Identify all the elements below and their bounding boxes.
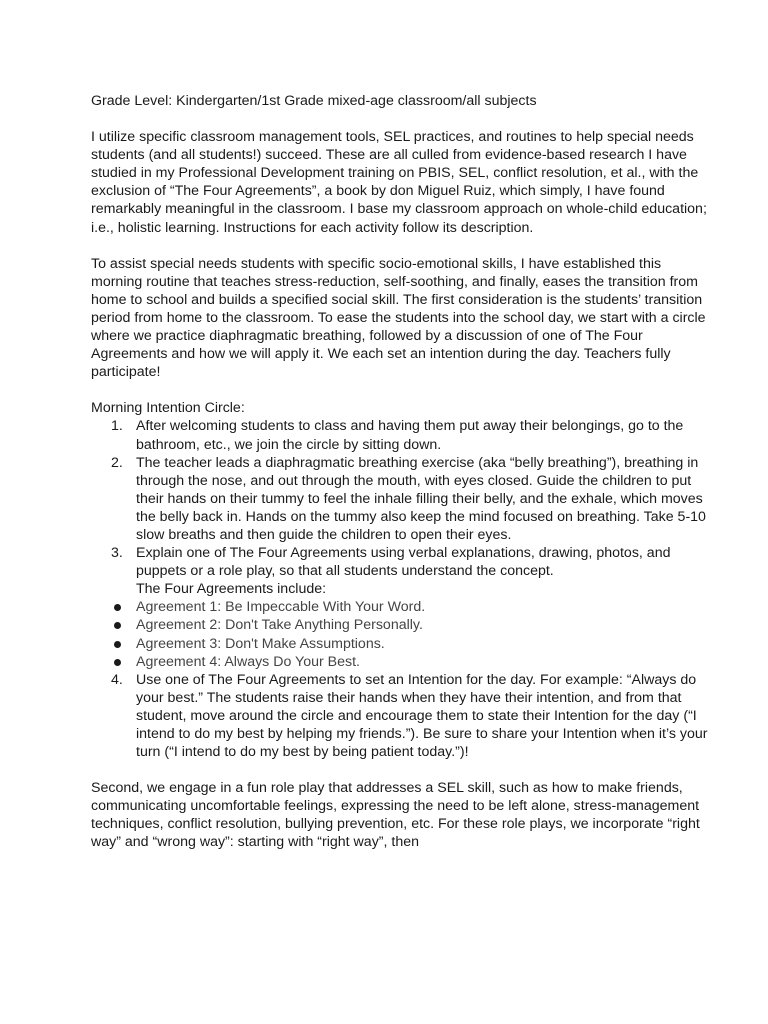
list-item [91, 598, 708, 616]
routine-paragraph: To assist special needs students with specific socio-emotional skills, I have established this morning routine that teaches stress-reduction, self-soothing, and finally, eases the transition from home to school and builds a specified social skill. The first consideration is the students’ transition period from home to the classroom. To ease the students into the school day, we start with a circle where we practice diaphragmatic breathing, followed by a discussion of one of The Four Agreements and how we will apply it. We each set an intention during the day. Teachers fully participate! [91, 255, 706, 381]
agreement-text: Agreement 3: Don't Make Assumptions. [136, 635, 385, 652]
agreements-subtitle: The Four Agreements include: [136, 581, 327, 598]
step-number: 3. [111, 545, 123, 562]
step-text: Explain one of The Four Agreements using verbal explanations, drawing, photos, and puppets or a role play, so that all students understand the concept. [136, 545, 671, 580]
step-text: Use one of The Four Agreements to set an Intention for the day. For example: “Always do your best.” The students raise their hands when they have their intention, and from that student, move around the circle and encourage them to state their Intention for the day (“I intend to do my best by helping my friends.”). Be sure to share your Intention when it’s your turn (“I intend to do my best by being patient today.”)! [136, 671, 708, 761]
intro-paragraph: I utilize specific classroom management tools, SEL practices, and routines to help special needs students (and all students!) succeed. These are all culled from evidence-based research I have studied in my Professional Development training on PBIS, SEL, conflict resolution, et al., with the exclusion of “The Four Agreements”, a book by don Miguel Ruiz, which simply, I have found remarkably meaningful in the classroom. I base my classroom approach on whole-child education; i.e., holistic learning. Instructions for each activity follow its description. [91, 129, 707, 236]
step-number: 2. [111, 454, 123, 471]
step-number: 4. [111, 671, 123, 688]
list-item [91, 635, 708, 653]
agreements-list [91, 598, 708, 670]
agreement-text: Agreement 1: Be Impeccable With Your Word. [136, 599, 426, 616]
step-text: After welcoming students to class and having them put away their belongings, go to the bathroom, etc., we join the circle by sitting down. [136, 418, 684, 453]
agreement-text: Agreement 4: Always Do Your Best. [136, 653, 360, 670]
bullet-icon [114, 622, 121, 629]
grade-level-line: Grade Level: Kindergarten/1st Grade mixed-age classroom/all subjects [91, 93, 537, 109]
circle-steps-list-continued [91, 671, 708, 761]
list-item [91, 454, 708, 544]
step-number: 1. [111, 418, 123, 435]
list-item [91, 671, 708, 761]
step-text: The teacher leads a diaphragmatic breathing exercise (aka “belly breathing”), breathing in through the nose, and out through the mouth, with eyes closed. Guide the children to put their hands on their tummy to feel the inhale filling their belly, and the exhale, which moves the belly back in. Hands on the tummy also keep the mind focused on breathing. Take 5-10 slow breaths and then guide the children to open their eyes. [136, 454, 706, 543]
list-item [91, 417, 708, 453]
agreement-text: Agreement 2: Don't Take Anything Personally. [136, 617, 423, 634]
circle-steps-list [91, 417, 708, 598]
bullet-icon [114, 641, 121, 648]
list-item [91, 544, 708, 598]
list-item [91, 653, 708, 671]
spacer [91, 761, 708, 779]
bullet-icon [114, 604, 121, 611]
bullet-icon [114, 659, 121, 666]
circle-heading: Morning Intention Circle: [91, 400, 245, 417]
role-play-paragraph: Second, we engage in a fun role play that addresses a SEL skill, such as how to make friends, communicating uncomfortable feelings, expressing the need to be left alone, stress-management techniques, conflict resolution, bullying prevention, etc. For these role plays, we incorporate “right way” and “wrong way”: starting with “right way”, then [91, 780, 700, 851]
list-item [91, 616, 708, 634]
